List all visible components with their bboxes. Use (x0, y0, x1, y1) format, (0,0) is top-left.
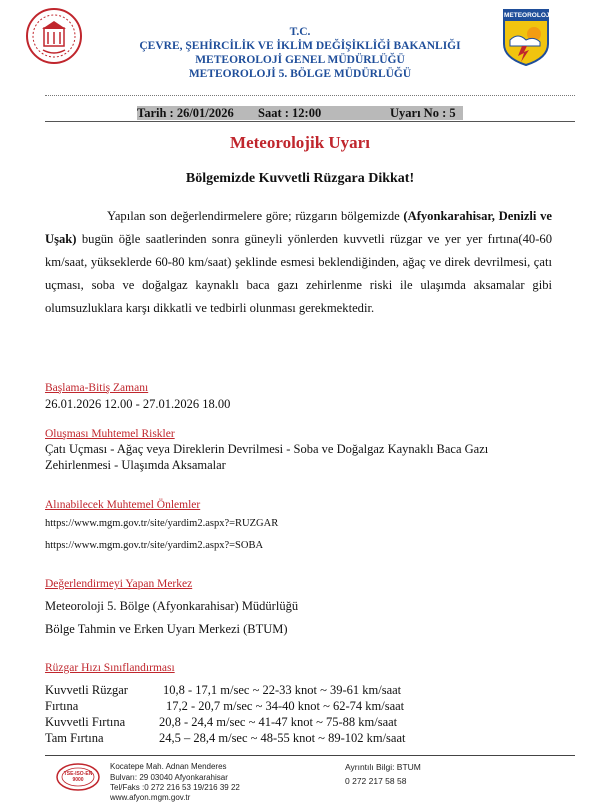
header-divider (45, 95, 575, 96)
section-risks-heading: Oluşması Muhtemel Riskler (45, 428, 175, 440)
warning-paragraph (45, 205, 552, 320)
header-directorate: METEOROLOJİ GENEL MÜDÜRLÜĞÜ (195, 54, 405, 66)
measures-link-wind[interactable]: https://www.mgm.gov.tr/site/yardim2.aspx?=RUZGAR (45, 518, 279, 529)
tse-iso-badge-text: TSE-ISO-EN 9000 (63, 771, 93, 783)
header-ministry: ÇEVRE, ŞEHİRCİLİK VE İKLİM DEĞİŞİKLİĞİ BAKANLIĞI (139, 40, 461, 52)
section-time-heading: Başlama-Bitiş Zamanı (45, 382, 149, 394)
wind-class-name: Kuvvetli Fırtına (45, 715, 126, 729)
paragraph-details: bugün öğle saatlerinden sonra güneyli yönlerden kuvvetli rüzgar ve yer yer fırtına(40-60 km/saat, yükseklerde 60-80 km/saat) şeklinde esmesi beklendiğinden, ağaç ve direk devrilmesi, çatı uçması, soba ve doğalgaz kaynaklı baca gazı zehirlenme riski ile ulaşımda aksamalar gibi olumsuzluklara karşı dikkatli ve tedbirli olunması gerekmektedir. (45, 232, 552, 315)
meteorology-logo-text: METEOROLOJİ (504, 12, 552, 19)
section-risks-line2: Zehirlenmesi - Ulaşımda Aksamalar (45, 458, 226, 472)
wind-class-name: Fırtına (45, 699, 79, 713)
section-center-line2: Bölge Tahmin ve Erken Uyarı Merkezi (BTUM) (45, 622, 288, 636)
warning-time: Saat : 12:00 (258, 106, 322, 120)
wind-class-value: 17,2 - 20,7 m/sec ~ 34-40 knot ~ 62-74 km/saat (166, 699, 405, 713)
section-risks-line1: Çatı Uçması - Ağaç veya Direklerin Devrilmesi - Soba ve Doğalgaz Kaynaklı Baca Gazı (45, 442, 489, 456)
footer-info-phone: 0 272 217 58 58 (345, 776, 407, 786)
paragraph-regions: (Afyonkarahisar, Denizli ve Uşak) (45, 209, 552, 246)
footer-address-line2: Bulvarı: 29 03040 Afyonkarahisar (110, 773, 228, 782)
measures-link-stove[interactable]: https://www.mgm.gov.tr/site/yardim2.aspx?=SOBA (45, 540, 264, 551)
footer-divider (45, 755, 575, 756)
page-subtitle: Bölgemizde Kuvvetli Rüzgara Dikkat! (185, 171, 415, 186)
section-wind-heading: Rüzgar Hızı Sınıflandırması (45, 662, 175, 674)
header-regional: METEOROLOJİ 5. BÖLGE MÜDÜRLÜĞÜ (188, 68, 412, 80)
wind-class-value: 20,8 - 24,4 m/sec ~ 41-47 knot ~ 75-88 km/saat (159, 715, 398, 729)
tse-iso-badge-icon (55, 762, 101, 792)
footer-website[interactable]: www.afyon.mgm.gov.tr (110, 793, 191, 802)
info-divider (45, 121, 575, 122)
footer-info-label: Ayrıntılı Bilgi: BTUM (345, 762, 421, 772)
wind-class-value: 10,8 - 17,1 m/sec ~ 22-33 knot ~ 39-61 km/saat (163, 683, 402, 697)
wind-class-name: Kuvvetli Rüzgar (45, 683, 128, 697)
page-title: Meteorolojik Uyarı (230, 133, 370, 152)
warning-date: Tarih : 26/01/2026 (137, 106, 234, 120)
footer-phone: Tel/Faks :0 272 216 53 19/216 39 22 (110, 783, 240, 792)
footer-address-line1: Kocatepe Mah. Adnan Menderes (110, 762, 227, 771)
section-center-heading: Değerlendirmeyi Yapan Merkez (45, 578, 193, 590)
section-time-text: 26.01.2026 12.00 - 27.01.2026 18.00 (45, 397, 231, 411)
wind-class-value: 24,5 – 28,4 m/sec ~ 48-55 knot ~ 89-102 km/saat (159, 731, 406, 745)
section-measures-heading: Alınabilecek Muhtemel Önlemler (45, 499, 201, 511)
warning-number: Uyarı No : 5 (390, 106, 456, 120)
wind-class-name: Tam Fırtına (45, 731, 104, 745)
header-line-tc: T.C. (289, 26, 311, 38)
info-bar (137, 106, 463, 120)
paragraph-intro: Yapılan son değerlendirmelere göre; rüzgarın bölgemizde (107, 209, 404, 223)
meteorology-logo-icon (500, 8, 552, 66)
section-center-line1: Meteoroloji 5. Bölge (Afyonkarahisar) Müdürlüğü (45, 599, 299, 613)
